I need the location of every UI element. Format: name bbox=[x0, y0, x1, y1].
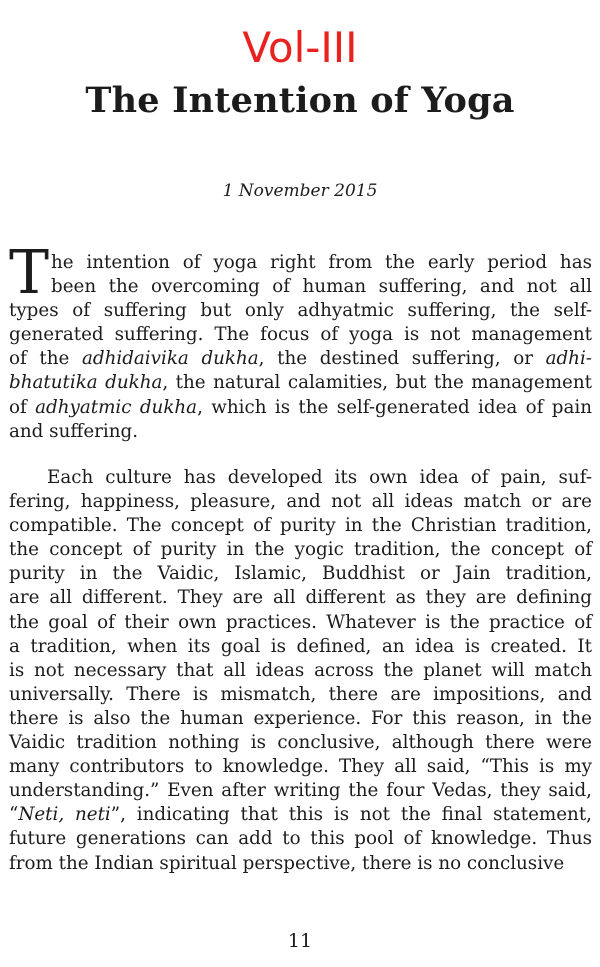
text-line: future generations can add to this pool of knowledge. Thus bbox=[9, 828, 592, 850]
text-line: many contributors to knowledge. They all said, “This is my bbox=[9, 756, 592, 778]
chapter-title: The Intention of Yoga bbox=[85, 80, 515, 121]
text-line: the concept of purity in the yogic tradition, the concept of bbox=[9, 539, 592, 561]
text-line: from the Indian spiritual perspective, there is no conclusive bbox=[9, 852, 565, 874]
text-line: are all different. They are all different as they are defining bbox=[9, 587, 592, 609]
text-line: is not necessary that all ideas across the planet will match bbox=[9, 659, 592, 681]
text-line: bhatutika dukha, the natural calamities, but the management bbox=[9, 372, 592, 394]
text-line: a tradition, when its goal is defined, an idea is created. It bbox=[9, 635, 592, 657]
italic-term: Neti, neti bbox=[18, 804, 111, 826]
italic-term: bhatutika dukha bbox=[9, 372, 163, 394]
text-line: he intention of yoga right from the early period has bbox=[51, 252, 592, 273]
chapter-date: 1 November 2015 bbox=[222, 181, 378, 201]
page-number: 11 bbox=[287, 930, 313, 952]
paragraph-2 bbox=[9, 466, 592, 876]
paragraph-1 bbox=[9, 251, 592, 444]
text-line: purity in the Vaidic, Islamic, Buddhist or Jain tradition, bbox=[9, 563, 592, 585]
italic-term: adhyatmic dukha bbox=[35, 396, 198, 418]
text-line: Each culture has developed its own idea of pain, suf- bbox=[47, 467, 592, 488]
text-line: been the overcoming of human suffering, and not all bbox=[51, 276, 592, 298]
text-line: types of suffering but only adhyatmic suffering, the self- bbox=[9, 300, 592, 322]
volume-label: Vol-III bbox=[242, 23, 358, 72]
italic-term: adhi- bbox=[545, 348, 592, 370]
italic-term: adhidaivika dukha bbox=[81, 348, 259, 370]
text-line: of adhyatmic dukha, which is the self-generated idea of pain bbox=[9, 396, 592, 418]
text-line: universally. There is mismatch, there are impositions, and bbox=[9, 683, 592, 705]
text-line: “Neti, neti”, indicating that this is not the final statement, bbox=[9, 804, 592, 826]
drop-cap: T bbox=[9, 238, 50, 308]
text-line: compatible. The concept of purity in the Christian tradition, bbox=[9, 515, 592, 537]
text-line: Vaidic tradition nothing is conclusive, although there were bbox=[9, 732, 592, 754]
text-line: and suffering. bbox=[9, 420, 139, 442]
text-line: fering, happiness, pleasure, and not all ideas match or are bbox=[9, 491, 592, 513]
text-line: the goal of their own practices. Whatever is the practice of bbox=[9, 611, 592, 633]
text-line: generated suffering. The focus of yoga is not management bbox=[9, 324, 592, 346]
text-line: of the adhidaivika dukha, the destined suffering, or adhi- bbox=[9, 348, 592, 370]
text-line: understanding.” Even after writing the four Vedas, they said, bbox=[9, 780, 592, 802]
text-line: there is also the human experience. For this reason, in the bbox=[9, 707, 592, 729]
